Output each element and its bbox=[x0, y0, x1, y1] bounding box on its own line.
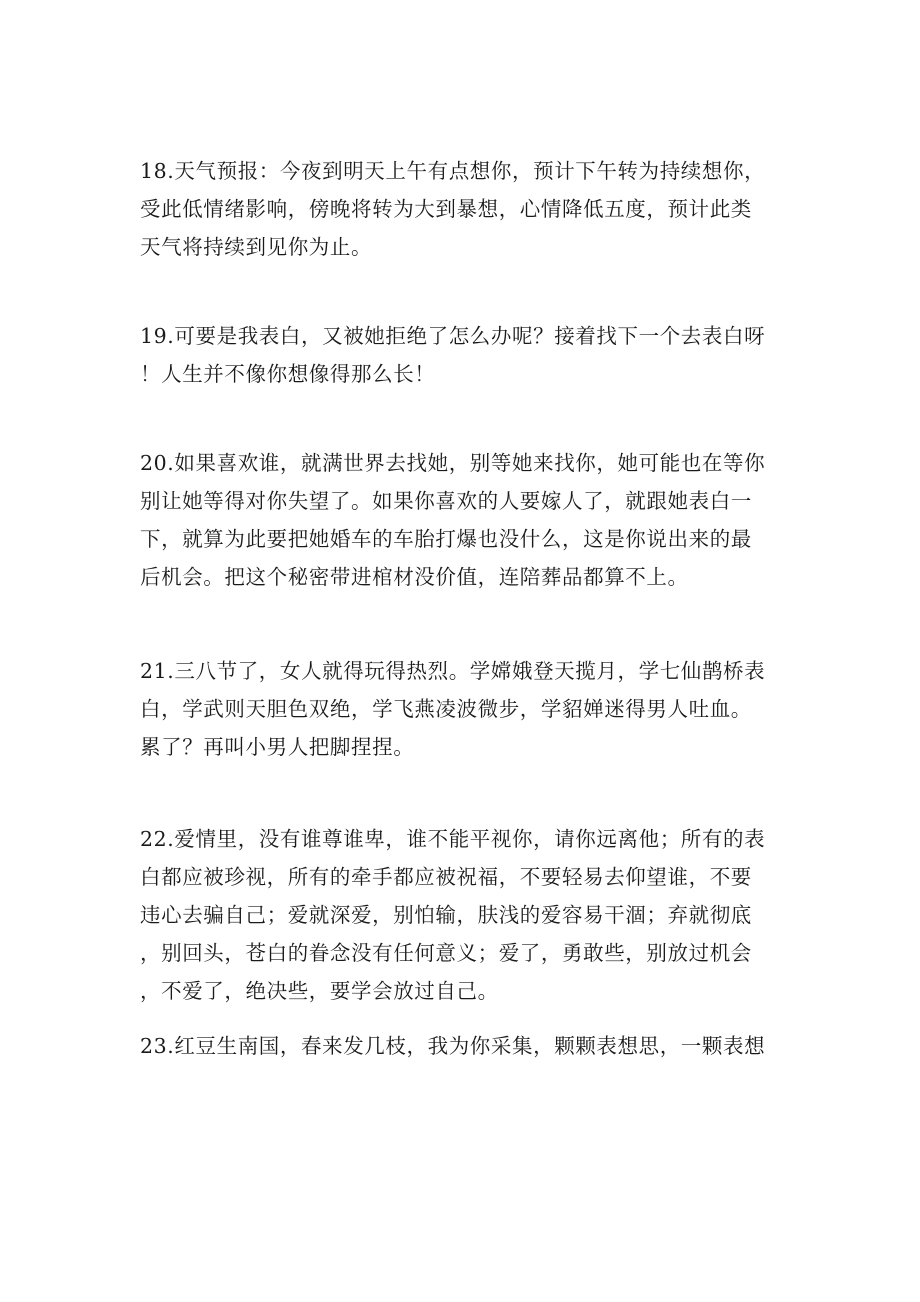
text-line: 19.可要是我表白，又被她拒绝了怎么办呢？接着找下一个去表白呀 bbox=[140, 324, 766, 348]
text-line: 受此低情绪影响，傍晚将转为大到暴想，心情降低五度，预计此类 bbox=[140, 197, 752, 221]
text-line: 白都应被珍视，所有的牵手都应被祝福，不要轻易去仰望谁，不要 bbox=[140, 865, 752, 889]
text-line: 白，学武则天胆色双绝，学飞燕凌波微步，学貂婵迷得男人吐血。 bbox=[140, 697, 752, 721]
text-line: 23.红豆生南国，春来发几枝，我为你采集，颗颗表想思，一颗表想 bbox=[140, 1034, 766, 1058]
text-line: 别让她等得对你失望了。如果你喜欢的人要嫁人了，就跟她表白一 bbox=[140, 489, 752, 513]
text-line: 18.天气预报：今夜到明天上午有点想你，预计下午转为持续想你， bbox=[140, 159, 766, 183]
paragraph-19 bbox=[140, 317, 790, 393]
paragraph-22 bbox=[140, 820, 790, 1010]
text-line: ，不爱了，绝决些，要学会放过自己。 bbox=[140, 979, 499, 1003]
text-line: ！人生并不像你想像得那么长！ bbox=[140, 362, 436, 386]
paragraph-20 bbox=[140, 444, 790, 596]
text-line: 22.爱情里，没有谁尊谁卑，谁不能平视你，请你远离他；所有的表 bbox=[140, 827, 766, 851]
paragraph-18 bbox=[140, 152, 790, 266]
text-line: 违心去骗自己；爱就深爱，别怕输，肤浅的爱容易干涸；弃就彻底 bbox=[140, 903, 752, 927]
paragraph-23 bbox=[140, 1027, 790, 1065]
text-line: ，别回头，苍白的眷念没有任何意义；爱了，勇敢些，别放过机会 bbox=[140, 941, 752, 965]
text-line: 后机会。把这个秘密带进棺材没价值，连陪葬品都算不上。 bbox=[140, 565, 689, 589]
text-line: 天气将持续到见你为止。 bbox=[140, 235, 373, 259]
text-line: 累了？再叫小男人把脚捏捏。 bbox=[140, 735, 415, 759]
text-line: 21.三八节了，女人就得玩得热烈。学嫦娥登天揽月，学七仙鹊桥表 bbox=[140, 659, 766, 683]
paragraph-21 bbox=[140, 652, 790, 766]
text-line: 20.如果喜欢谁，就满世界去找她，别等她来找你，她可能也在等你 bbox=[140, 451, 766, 475]
text-line: 下，就算为此要把她婚车的车胎打爆也没什么，这是你说出来的最 bbox=[140, 527, 752, 551]
